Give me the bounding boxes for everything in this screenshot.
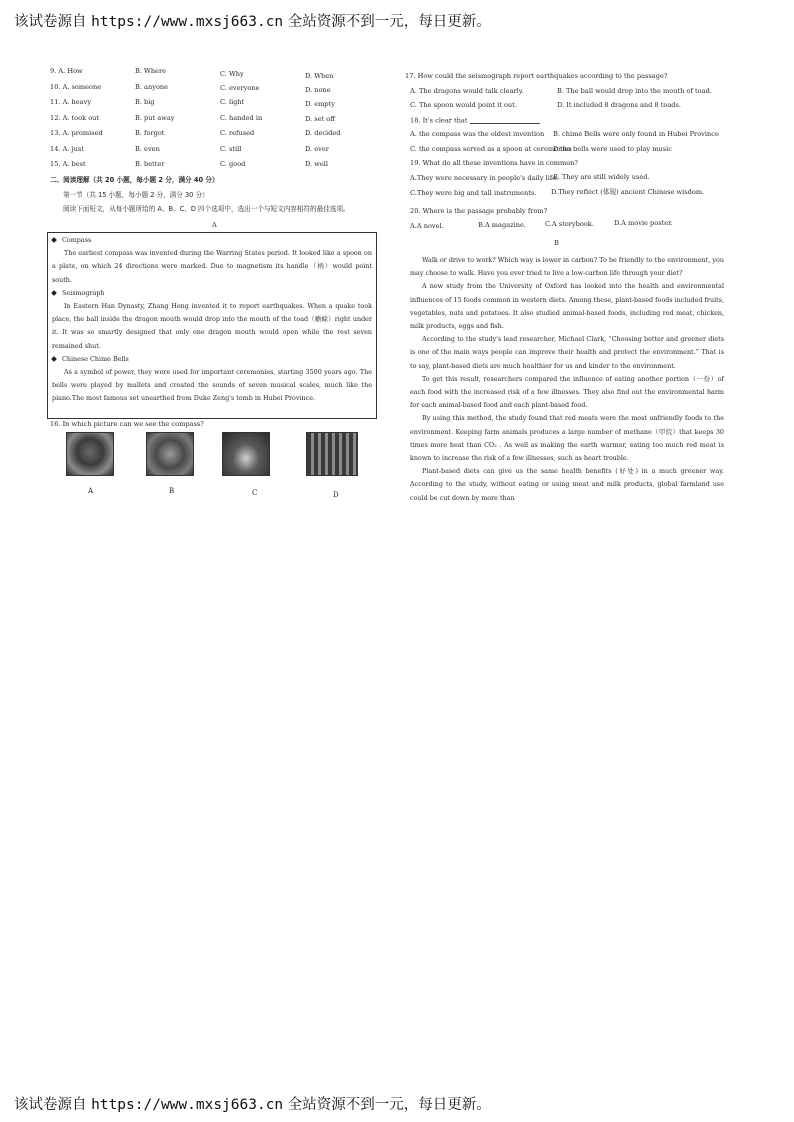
q17-option-c: C. The spoon would point it out. [410, 101, 517, 109]
q20-option-c: C.A storybook. [545, 220, 594, 228]
option-c: C. handed in [220, 114, 263, 122]
option-d: D. well [305, 160, 329, 168]
passage-b-p2: A new study from the University of Oxford has looked into the health and environmental influences of 15 foods common in western diets. Among these, plant-based foods included fruits, vegetables, nuts and potatoes. It also studied animal-based foods, including red meat, chicken, milk products, eggs and fish. [410, 282, 724, 331]
q20-option-a: A.A novel. [410, 222, 444, 230]
passage-b-p5: By using this method, the study found that red meats were the most unfriendly foods to the environment. Keeping farm animals produces a large number of methane（甲烷）that keeps 30 times more heat than CO₂ . As well as making the earth warmer, eating too much red meat is known to increase the risk of a few illnesses, such as heart trouble. [410, 414, 724, 463]
option-c: C. Why [220, 70, 244, 78]
picture-a-label: A [88, 487, 94, 495]
passage-b-p4: To get this result, researchers compared the influence of eating another portion（一份）of each food with the increased risk of a few illnesses. They also find out the environmental harm for each animal-based food and each plant-based food. [410, 374, 724, 410]
passage-label-b: B [554, 239, 559, 247]
option-d: D. When [305, 72, 334, 80]
option-a: 10. A. someone [50, 83, 102, 91]
option-a: 15. A. best [50, 160, 86, 168]
picture-d-label: D [333, 491, 339, 499]
seismograph-title: Seismograph [62, 288, 105, 297]
banner-suffix: 全站资源不到一元，每日更新。 [283, 14, 491, 30]
q18-option-d: D.the bells were used to play music [553, 145, 672, 153]
source-banner-bottom [14, 1093, 491, 1114]
banner-prefix: 该试卷源自 [14, 14, 92, 30]
q18-option-b: B. chime Bells were only found in Hubei Province [553, 130, 719, 138]
option-d: D. ever [305, 145, 329, 153]
compass-heading [52, 234, 372, 247]
banner-suffix: 全站资源不到一元，每日更新。 [283, 1097, 491, 1113]
option-d: D. none [305, 86, 331, 94]
q19-question: 19. What do all these inventions have in common? [410, 159, 578, 167]
option-b: B. even [135, 145, 160, 153]
q17-option-d: D. It included 8 dragons and 8 toads. [557, 101, 681, 109]
option-d: D. set off [305, 115, 335, 123]
option-b: B. put away [135, 114, 175, 122]
q17-option-b: B. The ball would drop into the mouth of toad. [557, 87, 712, 95]
bullet-icon [51, 290, 57, 296]
seismograph-text: In Eastern Han Dynasty, Zhang Heng invented it to report earthquakes. When a quake took place, the ball inside the dragon mouth would drop into the mouth of the toad（蟾蜍）right under it. It was so smartly designed that only one dragon mouth would open while the rest seven remained shut. [52, 302, 372, 350]
option-b: B. Where [135, 67, 167, 75]
compass-text: The earliest compass was invented during the Warring States period. It looked like a spoon on a plate, on which 24 directions were marked. Due to magnetism its handle（柄）would point south. [52, 249, 372, 284]
q19-option-b: B. They are still widely used. [553, 173, 650, 181]
option-d: D. empty [305, 100, 335, 108]
q19-option-d: D.They reflect (体现) ancient Chinese wisdom. [551, 188, 705, 196]
q18-text: 18. It's clear that [410, 116, 468, 125]
passage-b [410, 254, 724, 505]
bells-heading [52, 353, 372, 366]
option-b: B. big [135, 98, 155, 106]
option-b: B. better [135, 160, 165, 168]
option-c: C. light [220, 98, 245, 106]
q17-option-a: A. The dragons would talk clearly. [410, 87, 524, 95]
picture-c-label: C [252, 489, 258, 497]
source-banner-top [14, 10, 491, 31]
q19-option-c: C.They were big and tall instruments. [410, 189, 537, 197]
passage-b-p1: Walk or drive to work? Which way is lower in carbon? To be friendly to the environment, you may choose to walk. Have you ever tried to live a low-carbon life through your diet? [410, 256, 724, 278]
section-title: 二、阅读理解（共 20 小题，每小题 2 分，满分 40 分） [50, 176, 219, 184]
option-d: D. decided [305, 129, 341, 137]
option-b: B. anyone [135, 83, 169, 91]
passage-label-a: A [212, 221, 217, 229]
q18-option-c: C. the compass served as a spoon at ceremonies [410, 145, 572, 153]
option-a: 11. A. heavy [50, 98, 92, 106]
bells-text: As a symbol of power, they were used for important ceremonies, starting 3500 years ago. The bells were played by mallets and created the sounds of seven musical scales, much like the piano.The most famous set unearthed from Duke Zeng's tomb in Hubei Province. [52, 368, 372, 403]
compass-title: Compass [62, 236, 92, 244]
picture-b[interactable] [146, 432, 194, 476]
option-a: 9. A. How [50, 67, 83, 75]
picture-a[interactable] [66, 432, 114, 476]
section-instruction: 阅读下面短文，从每小题所给的 A、B、C、D 四个选项中，选出一个与短文内容相符的最佳选项。 [63, 205, 350, 213]
q17-question: 17. How could the seismograph report earthquakes according to the passage? [405, 72, 668, 80]
q20-option-b: B.A magazine. [478, 221, 526, 229]
banner-url[interactable]: https://www.mxsj663.cn [91, 14, 284, 30]
option-a: 13. A. promised [50, 129, 103, 137]
option-a: 14. A. just [50, 145, 84, 153]
option-c: C. good [220, 160, 246, 168]
option-b: B. forgot [135, 129, 165, 137]
option-a: 12. A. took out [50, 114, 100, 122]
picture-b-label: B [169, 487, 175, 495]
banner-url[interactable]: https://www.mxsj663.cn [91, 1097, 284, 1113]
bells-title: Chinese Chime Bells [62, 354, 129, 363]
seismograph-heading [52, 287, 372, 300]
answer-blank [470, 117, 540, 124]
option-c: C. refused [220, 129, 255, 137]
q19-option-a: A.They were necessary in people's daily life. [410, 174, 559, 182]
section-part: 第一节（共 15 小题，每小题 2 分，满分 30 分） [63, 191, 209, 199]
picture-c[interactable] [222, 432, 270, 476]
q20-option-d: D.A movie poster. [614, 219, 673, 227]
passage-a-content [52, 234, 372, 406]
picture-d[interactable] [306, 432, 358, 476]
banner-prefix: 该试卷源自 [14, 1097, 92, 1113]
q16-question: 16. In which picture can we see the compass? [50, 420, 204, 428]
q18-option-a: A. the compass was the oldest invention [410, 130, 545, 138]
passage-b-p3: According to the study's lead researcher, Michael Clark, “Choosing better and greener diets is one of the main ways people can improve their health and protect the environment.” That is to say, plant-based diets are much healthier for us and kinder to the environment. [410, 335, 724, 370]
option-c: C. everyone [220, 84, 260, 92]
bullet-icon [51, 356, 57, 362]
option-c: C. still [220, 145, 242, 153]
q20-question: 20. Where is the passage probably from? [410, 207, 548, 215]
passage-b-p6: Plant-based diets can give us the same health benefits (好处) in a much greener way. According to the study, without eating or using meat and milk products, global farmland use could be cut down by more than [410, 467, 724, 502]
q18-question [410, 117, 540, 124]
bullet-icon [51, 237, 57, 243]
